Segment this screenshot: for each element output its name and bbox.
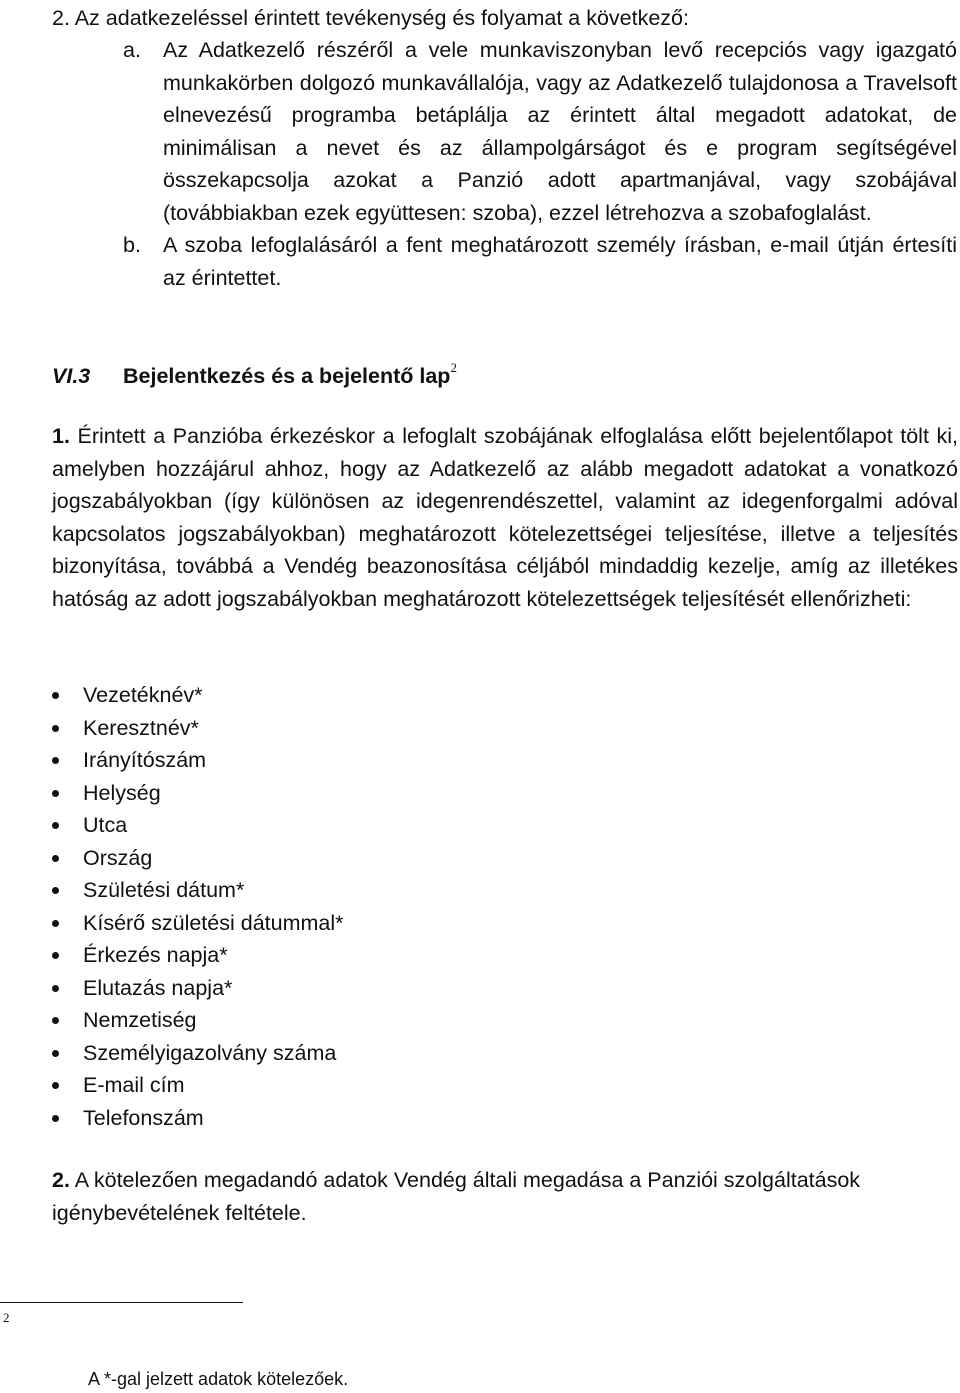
bullet-icon [52, 1082, 59, 1089]
footnote-text: A *-gal jelzett adatok kötelezőek. [88, 1369, 349, 1389]
sub-item-text: A szoba lefoglalásáról a fent meghatározott személy írásban, e-mail útján értesíti az érintettet. [163, 233, 957, 290]
list-item: Személyigazolvány száma [52, 1037, 932, 1070]
sub-item-marker: a. [123, 38, 141, 62]
bullet-icon [52, 692, 59, 699]
bullet-icon [52, 1050, 59, 1057]
paragraph-1-number: 1. [52, 424, 70, 448]
list-item: Helység [52, 777, 932, 810]
list-item: Érkezés napja* [52, 939, 932, 972]
list-item: Keresztnév* [52, 712, 932, 745]
list-item: Telefonszám [52, 1102, 932, 1135]
footnote-separator [0, 1302, 243, 1303]
bullet-icon [52, 920, 59, 927]
bullet-icon [52, 790, 59, 797]
section-number: VI.3 [52, 364, 91, 389]
required-fields-list [52, 679, 932, 1134]
bullet-icon [52, 725, 59, 732]
bullet-icon [52, 887, 59, 894]
bullet-icon [52, 1017, 59, 1024]
footnote-mark: 2 [3, 1310, 10, 1325]
list-item: Vezetéknév* [52, 679, 932, 712]
list-item: Születési dátum* [52, 874, 932, 907]
bullet-icon [52, 1115, 59, 1122]
item-2-sublist [123, 34, 957, 294]
list-item: Kísérő születési dátummal* [52, 907, 932, 940]
sub-item-a [123, 34, 957, 229]
sub-item-b [123, 229, 957, 294]
section-title: Bejelentkezés és a bejelentő lap [123, 364, 451, 389]
paragraph-1 [52, 420, 958, 615]
section-heading [52, 355, 932, 393]
bullet-icon [52, 952, 59, 959]
paragraph-2-number: 2. [52, 1168, 70, 1192]
sub-item-text: Az Adatkezelő részéről a vele munkaviszonyban levő recepciós vagy igazgató munkakörben dolgozó munkavállalója, vagy az Adatkezelő tulajdonosa a Travelsoft elnevezésű programba betáplálja az érintett által megadott adatokat, de minimálisan a nevet és az állampolgárságot és e program segítségével összekapcsolja azokat a Panzió adott apartmanjával, vagy szobájával (továbbiakban ezek együttesen: szoba), ezzel létrehozva a szobafoglalást. [163, 38, 957, 225]
bullet-icon [52, 822, 59, 829]
list-item: Irányítószám [52, 744, 932, 777]
list-item: Utca [52, 809, 932, 842]
paragraph-2 [52, 1164, 958, 1229]
paragraph-2-text: A kötelezően megadandó adatok Vendég általi megadása a Panziói szolgáltatások igénybevételének feltétele. [52, 1168, 861, 1225]
list-item: Ország [52, 842, 932, 875]
list-item: E-mail cím [52, 1069, 932, 1102]
paragraph-1-text: Érintett a Panzióba érkezéskor a lefoglalt szobájának elfoglalása előtt bejelentőlapot tölt ki, amelyben hozzájárul ahhoz, hogy az Adatkezelő az alább megadott adatokat a vonatkozó jogszabályokban (így különösen az idegenrendészettel, valamint az idegenforgalmi adóval kapcsolatos jogszabályokban) meghatározott kötelezettségei teljesítése, illetve a teljesítés bizonyítása, továbbá a Vendég beazonosítása céljából mindaddig kezelje, amíg az illetékes hatóság az adott jogszabályokban meghatározott kötelezettségek teljesítését ellenőrizheti: [52, 424, 958, 611]
sub-item-marker: b. [123, 233, 141, 257]
footnote-reference: 2 [450, 360, 457, 375]
list-item: Nemzetiség [52, 1004, 932, 1037]
item-2-heading: 2. Az adatkezeléssel érintett tevékenység és folyamat a következő: [52, 6, 689, 30]
bullet-icon [52, 757, 59, 764]
list-item: Elutazás napja* [52, 972, 932, 1005]
bullet-icon [52, 855, 59, 862]
bullet-icon [52, 985, 59, 992]
